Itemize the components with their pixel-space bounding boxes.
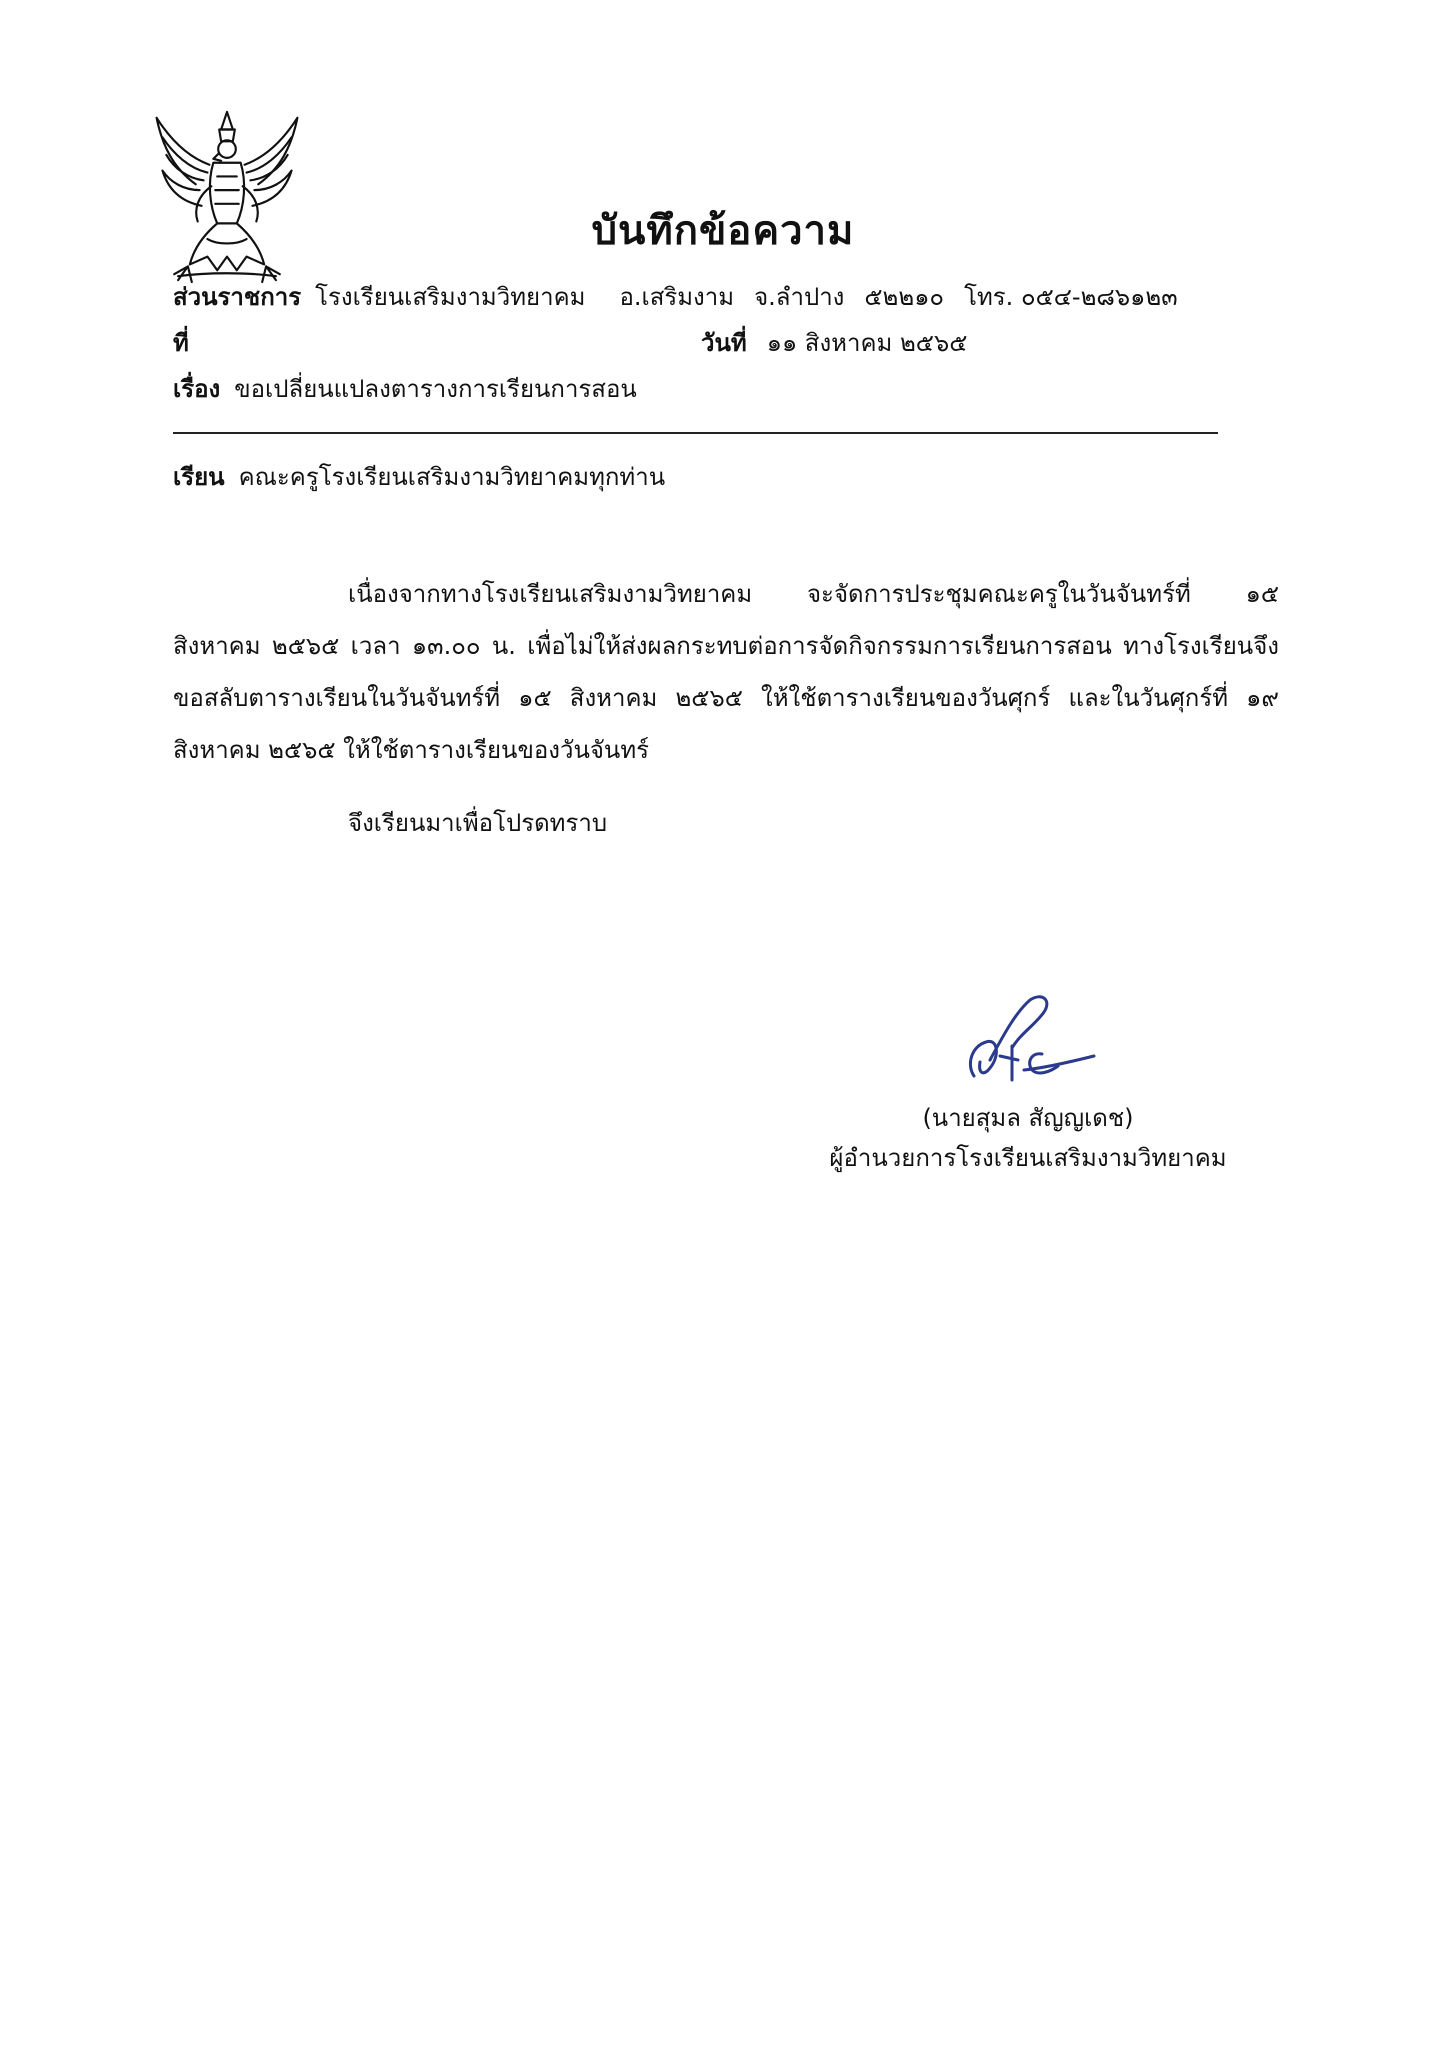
memo-title: บันทึกข้อความ	[591, 208, 855, 254]
agency-value: โรงเรียนเสริมงามวิทยาคม	[315, 283, 586, 311]
date-line	[701, 326, 967, 360]
agency-label: ส่วนราชการ	[173, 283, 302, 311]
date-label: วันที่	[701, 329, 747, 357]
reference-label: ที่	[173, 329, 189, 357]
subject-value: ขอเปลี่ยนแปลงตารางการเรียนการสอน	[234, 375, 637, 403]
signatory-name: (นายสุมล สัญญเดช)	[922, 1104, 1134, 1132]
date-value: ๑๑ สิงหาคม ๒๕๖๕	[766, 329, 968, 357]
agency-line	[173, 280, 1178, 314]
subject-label: เรื่อง	[173, 375, 221, 403]
handwritten-signature	[960, 990, 1100, 1090]
agency-postcode: ๕๒๒๑๐	[864, 283, 945, 311]
recipient-line	[173, 460, 665, 494]
header-divider	[173, 432, 1218, 434]
body-paragraph: เนื่องจากทางโรงเรียนเสริมงามวิทยาคม จะจัดการประชุมคณะครูในวันจันทร์ที่ ๑๕ สิงหาคม ๒๕๖๕ เวลา ๑๓.๐๐ น. เพื่อไม่ให้ส่งผลกระทบต่อการจัดกิจกรรมการเรียนการสอน ทางโรงเรียนจึงขอสลับตารางเรียนในวันจันทร์ที่ ๑๕ สิงหาคม ๒๕๖๕ ให้ใช้ตารางเรียนของวันศุกร์ และในวันศุกร์ที่ ๑๙ สิงหาคม ๒๕๖๕ ให้ใช้ตารางเรียนของวันจันทร์	[173, 580, 1279, 764]
subject-line	[173, 372, 637, 406]
agency-province: จ.ลำปาง	[754, 283, 845, 311]
closing-line: จึงเรียนมาเพื่อโปรดทราบ	[348, 809, 608, 837]
signature-block	[808, 1098, 1248, 1178]
agency-district: อ.เสริมงาม	[619, 283, 735, 311]
reference-label-line	[173, 326, 189, 360]
agency-phone: โทร. ๐๕๔-๒๘๖๑๒๓	[964, 283, 1178, 311]
recipient-label: เรียน	[173, 463, 225, 491]
recipient-value: คณะครูโรงเรียนเสริมงามวิทยาคมทุกท่าน	[238, 463, 666, 491]
signatory-position: ผู้อำนวยการโรงเรียนเสริมงามวิทยาคม	[829, 1144, 1227, 1172]
